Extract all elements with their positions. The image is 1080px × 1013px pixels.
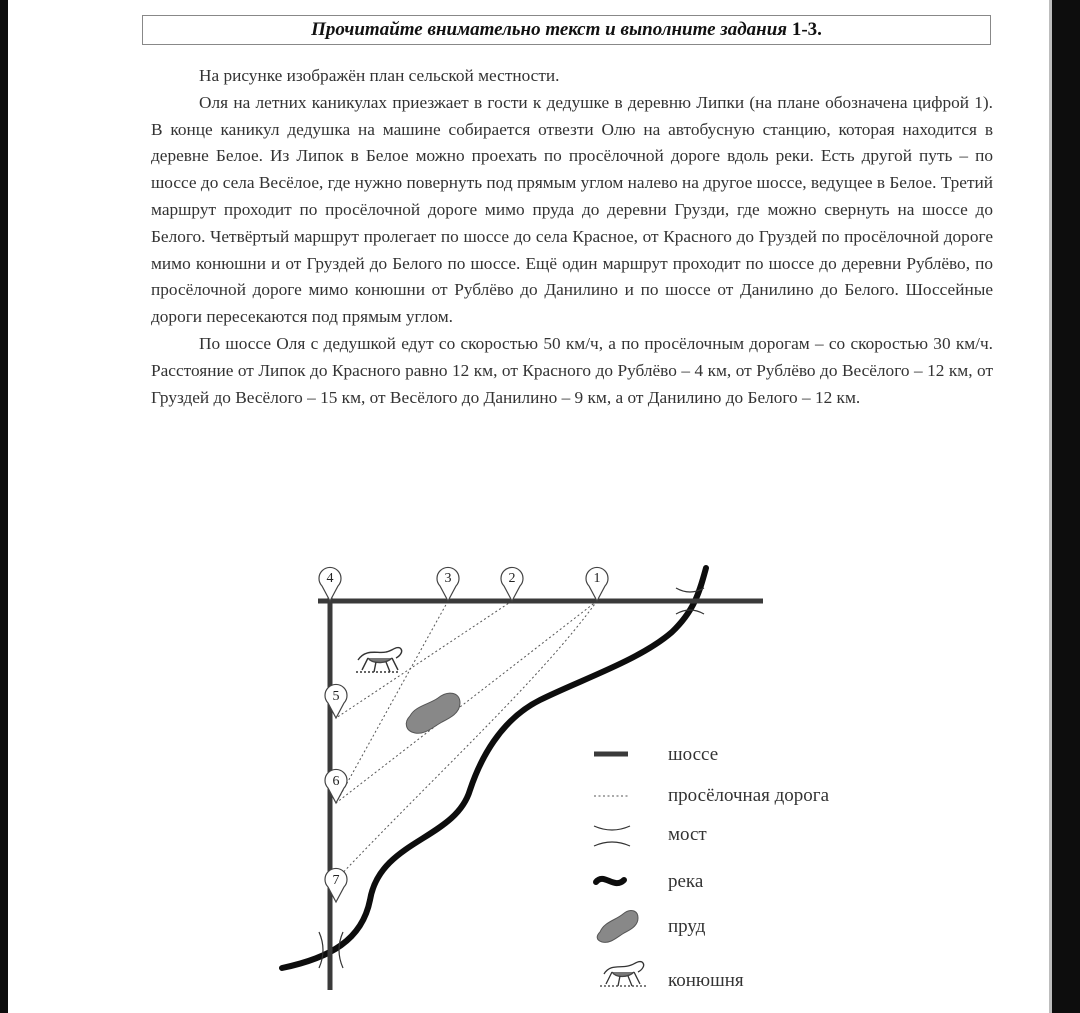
marker-label-4: 4: [326, 571, 334, 586]
dirt-road-2-5: [336, 601, 512, 718]
marker-label-7: 7: [332, 873, 340, 888]
pond-icon: [597, 911, 638, 943]
marker-label-6: 6: [332, 774, 340, 789]
pond-icon: [406, 693, 460, 733]
map-marker-2: [501, 567, 523, 601]
task-range: 1-3.: [791, 19, 822, 40]
map-legend: [594, 744, 830, 991]
river: [282, 568, 706, 968]
stable-icon: [600, 962, 646, 986]
legend-label-highway: шоссе: [668, 744, 719, 765]
map-marker-3: [437, 567, 459, 601]
task-instruction: Прочитайте внимательно текст и выполните задания: [311, 19, 788, 40]
legend-label-stable: конюшня: [668, 970, 744, 991]
paragraph-intro: На рисунке изображён план сельской местности.: [199, 66, 560, 85]
river-swatch: [596, 879, 624, 883]
map-marker-1: [586, 567, 608, 601]
marker-label-5: 5: [332, 689, 340, 704]
dirt-roads: [336, 601, 597, 880]
legend-label-dirt-road: просёлочная дорога: [668, 785, 830, 806]
marker-label-1: 1: [593, 571, 601, 586]
legend-label-bridge: мост: [668, 824, 707, 845]
dirt-road-1-7: [336, 601, 597, 880]
paragraph-routes: Оля на летних каникулах приезжает в гости к дедушке в деревню Липки (на плане обозначена цифрой 1). В конце каникул дедушка на машине собирается отвезти Олю на автобусную станцию, которая находится в деревне Белое. Из Липок в Белое можно проехать по просёлочной дороге вдоль реки. Есть другой путь – по шоссе до села Весёлое, где нужно повернуть под прямым углом налево на другое шоссе, ведущее в Белое. Третий маршрут проходит по просёлочной дороге мимо пруда до деревни Грузди, где можно свернуть на шоссе до Белого. Четвёртый маршрут пролегает по шоссе до села Красное, от Красного до Груздей по просёлочной дороге мимо конюшни и от Груздей до Белого по шоссе. Ещё один маршрут проходит по шоссе до деревни Рублёво, по просёлочной дороге мимо конюшни от Рублёво до Данилино и по шоссе от Данилино до Белого. Шоссейные дороги пересекаются под прямым углом.: [151, 92, 993, 327]
map-marker-4: [319, 567, 341, 601]
legend-label-pond: пруд: [668, 916, 706, 937]
marker-label-2: 2: [508, 571, 516, 586]
paragraph-speeds: По шоссе Оля с дедушкой едут со скоростью 50 км/ч, а по просёлочным дорогам – со скоростью 30 км/ч. Расстояние от Липок до Красного равно 12 км, от Красного до Рублёво – 4 км, от Рублёво до Весёлого – 12 км, от Груздей до Весёлого – 15 км, от Весёлого до Данилино – 9 км, а от Данилино до Белого – 12 км.: [151, 333, 993, 407]
legend-label-river: река: [668, 871, 704, 892]
bridge-icon: [594, 826, 630, 846]
stable-icon: [356, 648, 402, 672]
marker-label-3: 3: [444, 571, 452, 586]
